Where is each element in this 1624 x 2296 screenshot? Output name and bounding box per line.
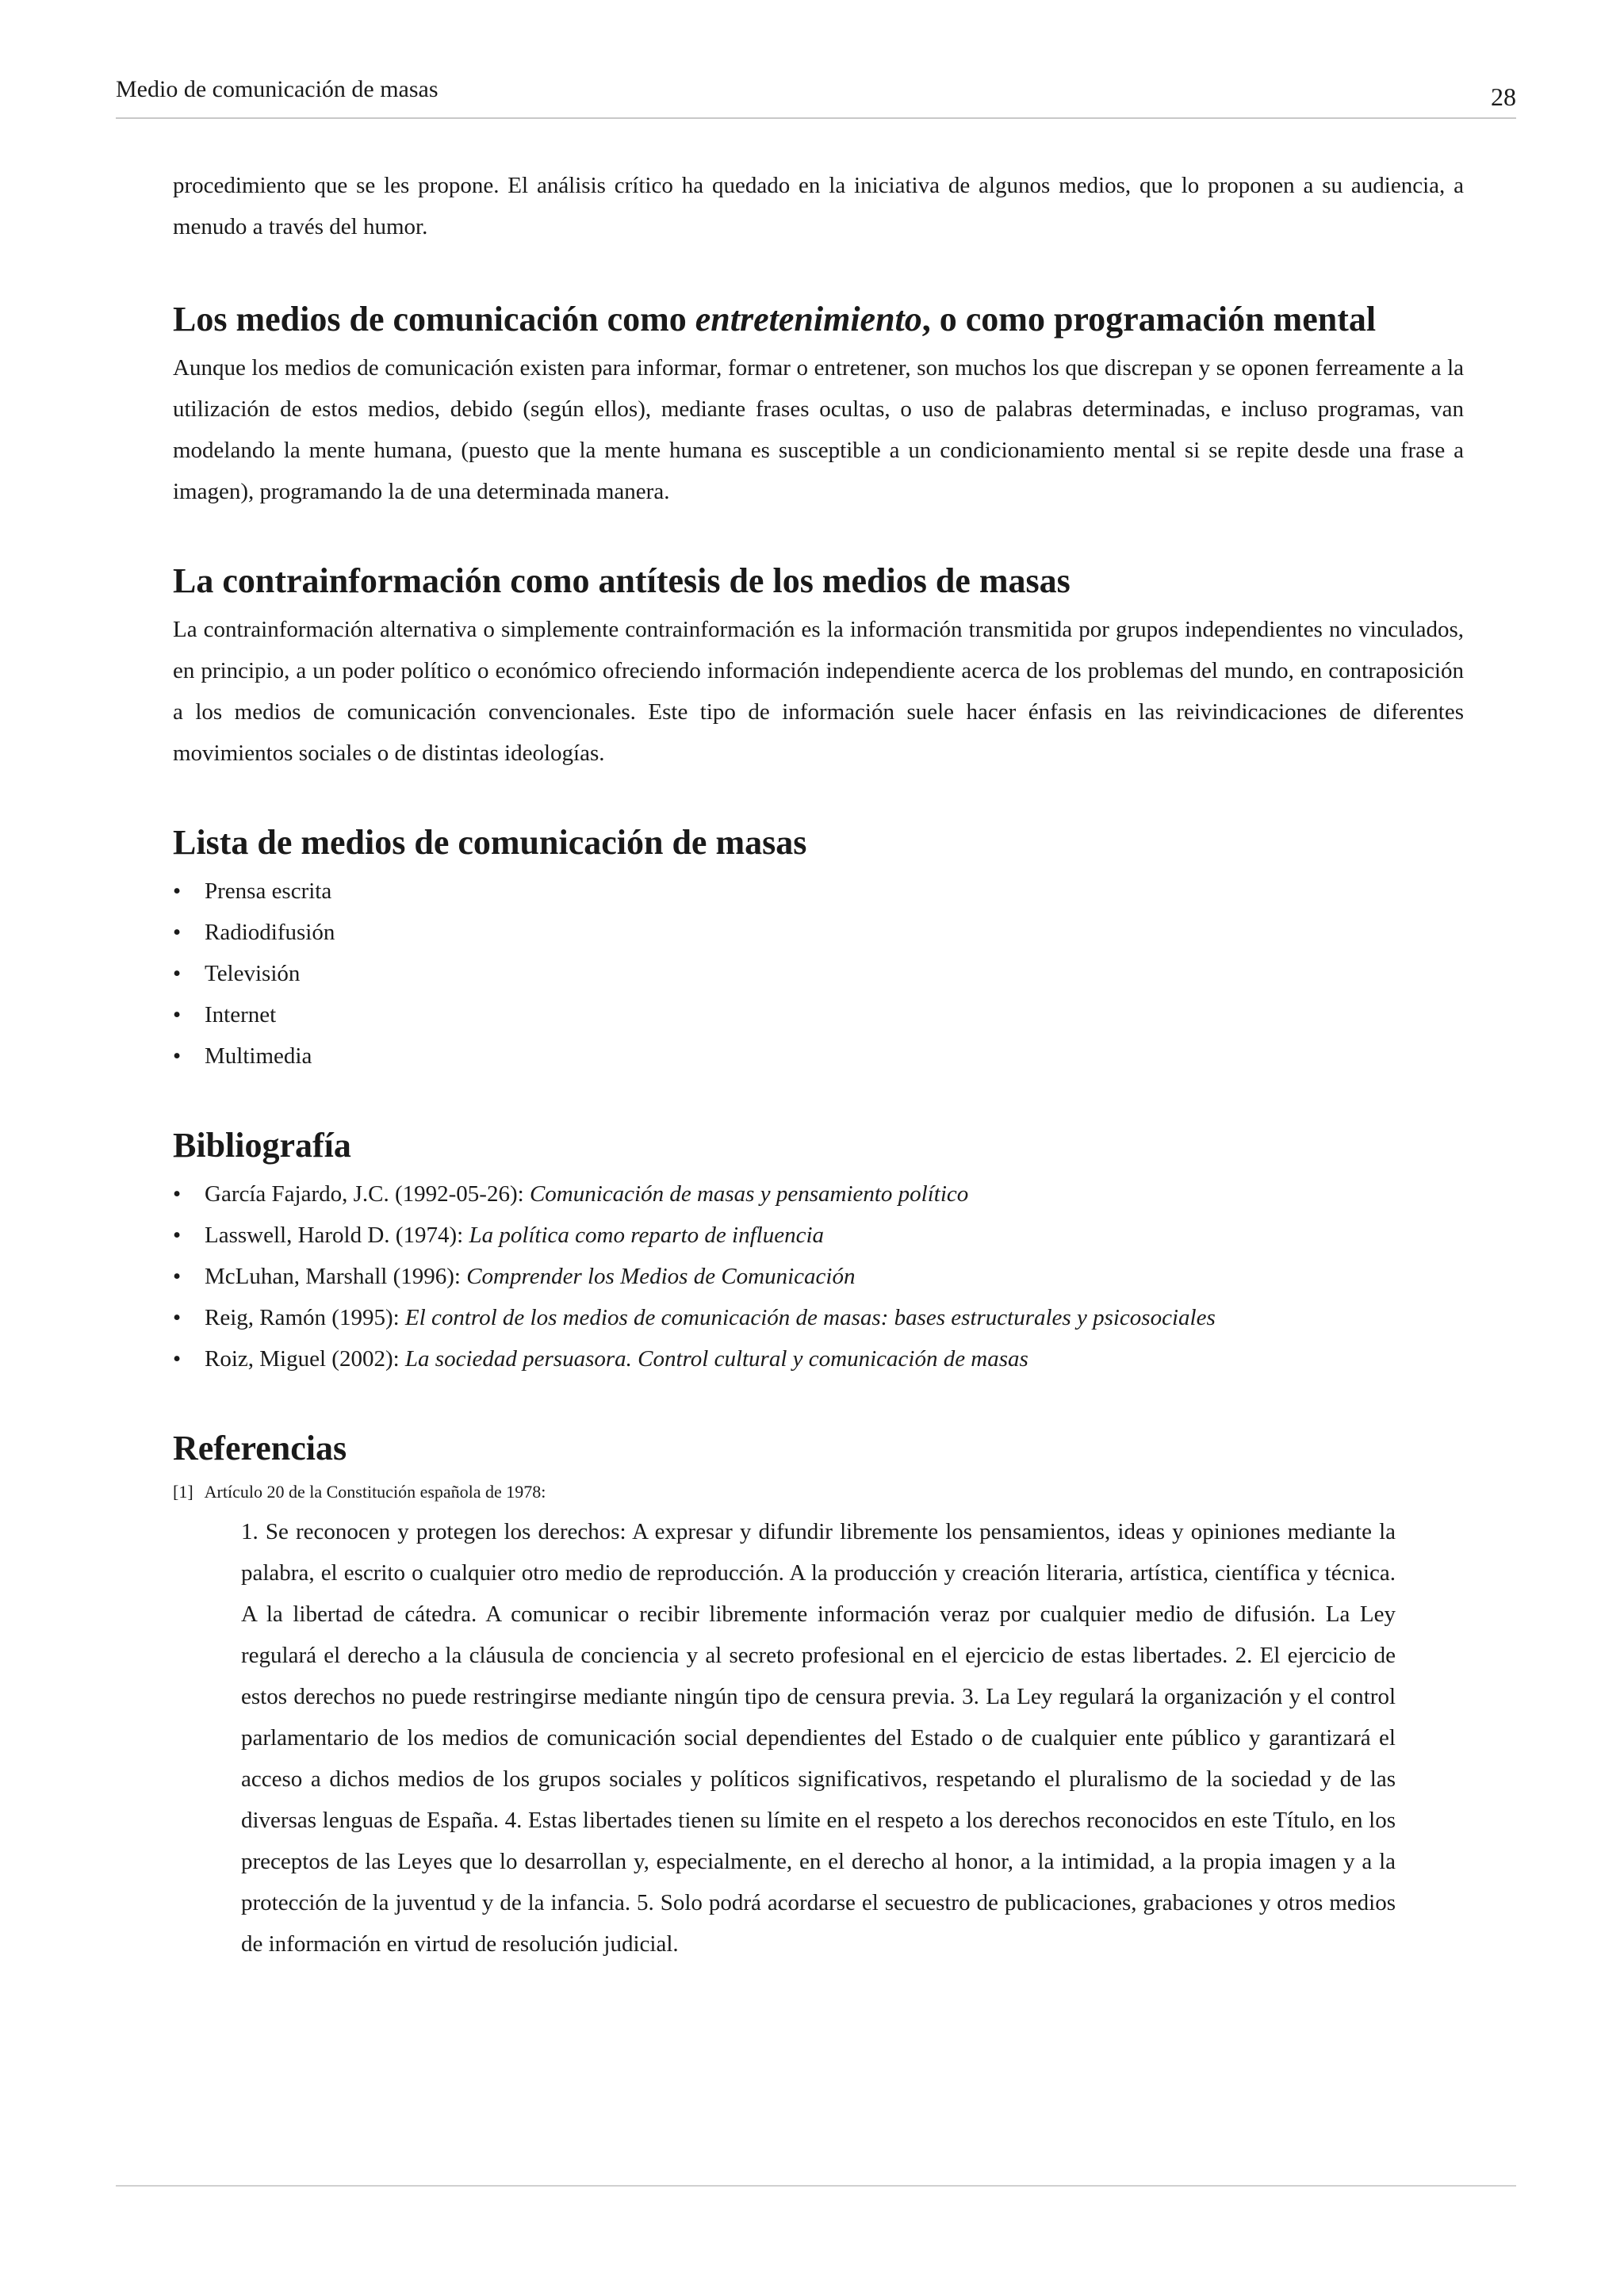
bibliography-author: García Fajardo, J.C. (1992-05-26): (205, 1181, 530, 1207)
section-paragraph: Aunque los medios de comunicación existen para informar, formar o entretener, son muchos los que discrepan y se oponen ferreamente a la utilización de estos medios, debido (según ellos), mediante frases ocultas, o uso de palabras determinadas, e incluso programas, van modelando la mente humana, (puesto que la mente humana es susceptible a un condicionamiento mental si se repite desde una frase a imagen), programando la de una determinada manera. (173, 355, 1464, 504)
bibliography-work: Comprender los Medios de Comunicación (466, 1264, 856, 1289)
section-title-media-list: Lista de medios de comunicación de masas (173, 823, 807, 862)
bibliography-work: La política como reparto de influencia (469, 1223, 824, 1248)
bibliography-author: Roiz, Miguel (2002): (205, 1346, 405, 1372)
running-title: Medio de comunicación de masas (116, 76, 439, 102)
bibliography-item (173, 1215, 1464, 1256)
title-part: Los medios de comunicación como (173, 300, 695, 339)
list-item (173, 912, 1464, 953)
bullet-icon: • (173, 878, 182, 904)
title-part: , o como programación mental (921, 300, 1377, 339)
section-bibliography (173, 1124, 1464, 1380)
bibliography-work: Comunicación de masas y pensamiento político (529, 1181, 969, 1207)
bibliography-author: Reig, Ramón (1995): (205, 1305, 405, 1330)
list-item (173, 1035, 1464, 1077)
reference-number: [1] (173, 1482, 193, 1502)
bibliography-item (173, 1297, 1464, 1338)
title-emphasis: entretenimiento (695, 300, 922, 339)
bullet-icon: • (173, 920, 182, 945)
bullet-icon: • (173, 1305, 182, 1330)
bullet-icon: • (173, 1346, 182, 1372)
reference-entry (173, 1476, 1464, 1508)
section-title-bibliography: Bibliografía (173, 1126, 351, 1165)
list-item-text: Internet (205, 1002, 277, 1027)
section-references (173, 1427, 1464, 1965)
section-title-entertainment (173, 298, 1464, 341)
bullet-icon: • (173, 1043, 182, 1069)
bullet-icon: • (173, 1181, 182, 1207)
bullet-icon: • (173, 1223, 182, 1248)
bibliography-item (173, 1256, 1464, 1297)
media-list (173, 871, 1464, 1077)
section-title-references: Referencias (173, 1429, 347, 1468)
page-content (173, 165, 1464, 1965)
list-item (173, 953, 1464, 994)
bibliography-item (173, 1338, 1464, 1380)
reference-label: Artículo 20 de la Constitución española de 1978: (204, 1482, 546, 1502)
list-item (173, 871, 1464, 912)
bibliography-author: McLuhan, Marshall (1996): (205, 1264, 467, 1289)
list-item (173, 994, 1464, 1035)
list-item-text: Multimedia (205, 1043, 312, 1069)
bullet-icon: • (173, 1002, 182, 1027)
bibliography-author: Lasswell, Harold D. (1974): (205, 1223, 469, 1248)
reference-quote: 1. Se reconocen y protegen los derechos: A expresar y difundir libremente los pensamientos, ideas y opiniones mediante la palabra, el escrito o cualquier otro medio de reproducción. A la producción y creación literaria, artística, científica y técnica. A la libertad de cátedra. A comunicar o recibir libremente información veraz por cualquier medio de difusión. La Ley regulará el derecho a la cláusula de conciencia y al secreto profesional en el ejercicio de estas libertades. 2. El ejercicio de estos derechos no puede restringirse mediante ningún tipo de censura previa. 3. La Ley regulará la organización y el control parlamentario de los medios de comunicación social dependientes del Estado o de cualquier ente público y garantizará el acceso a dichos medios de los grupos sociales y políticos significativos, respetando el pluralismo de la sociedad y de las diversas lenguas de España. 4. Estas libertades tienen su límite en el respeto a los derechos reconocidos en este Título, en los preceptos de las Leyes que lo desarrollan y, especialmente, en el derecho al honor, a la intimidad, a la propia imagen y a la protección de la juventud y de la infancia. 5. Solo podrá acordarse el secuestro de publicaciones, grabaciones y otros medios de información en virtud de resolución judicial. (241, 1519, 1396, 1957)
section-title-counterinformation: La contrainformación como antítesis de los medios de masas (173, 561, 1071, 600)
bullet-icon: • (173, 1264, 182, 1289)
page-number: 28 (1491, 82, 1516, 111)
section-paragraph: La contrainformación alternativa o simplemente contrainformación es la información transmitida por grupos independientes no vinculados, en principio, a un poder político o económico ofreciendo información independiente acerca de los problemas del mundo, en contraposición a los medios de comunicación convencionales. Este tipo de información suele hacer énfasis en las reivindicaciones de diferentes movimientos sociales o de distintas ideologías. (173, 617, 1464, 766)
bibliography-list (173, 1173, 1464, 1380)
intro-paragraph: procedimiento que se les propone. El análisis crítico ha quedado en la iniciativa de algunos medios, que lo proponen a su audiencia, a menudo a través del humor. (173, 173, 1464, 239)
bibliography-item (173, 1173, 1464, 1215)
section-counterinformation (173, 560, 1464, 774)
bibliography-work: La sociedad persuasora. Control cultural y comunicación de masas (404, 1346, 1028, 1372)
bibliography-work: El control de los medios de comunicación de masas: bases estructurales y psicosociales (404, 1305, 1216, 1330)
list-item-text: Radiodifusión (205, 920, 335, 945)
list-item-text: Televisión (205, 961, 301, 986)
section-entertainment (173, 298, 1464, 512)
list-item-text: Prensa escrita (205, 878, 332, 904)
page-footer-rule (116, 2185, 1516, 2187)
bullet-icon: • (173, 961, 182, 986)
section-media-list (173, 821, 1464, 1077)
page-header (116, 78, 1516, 119)
